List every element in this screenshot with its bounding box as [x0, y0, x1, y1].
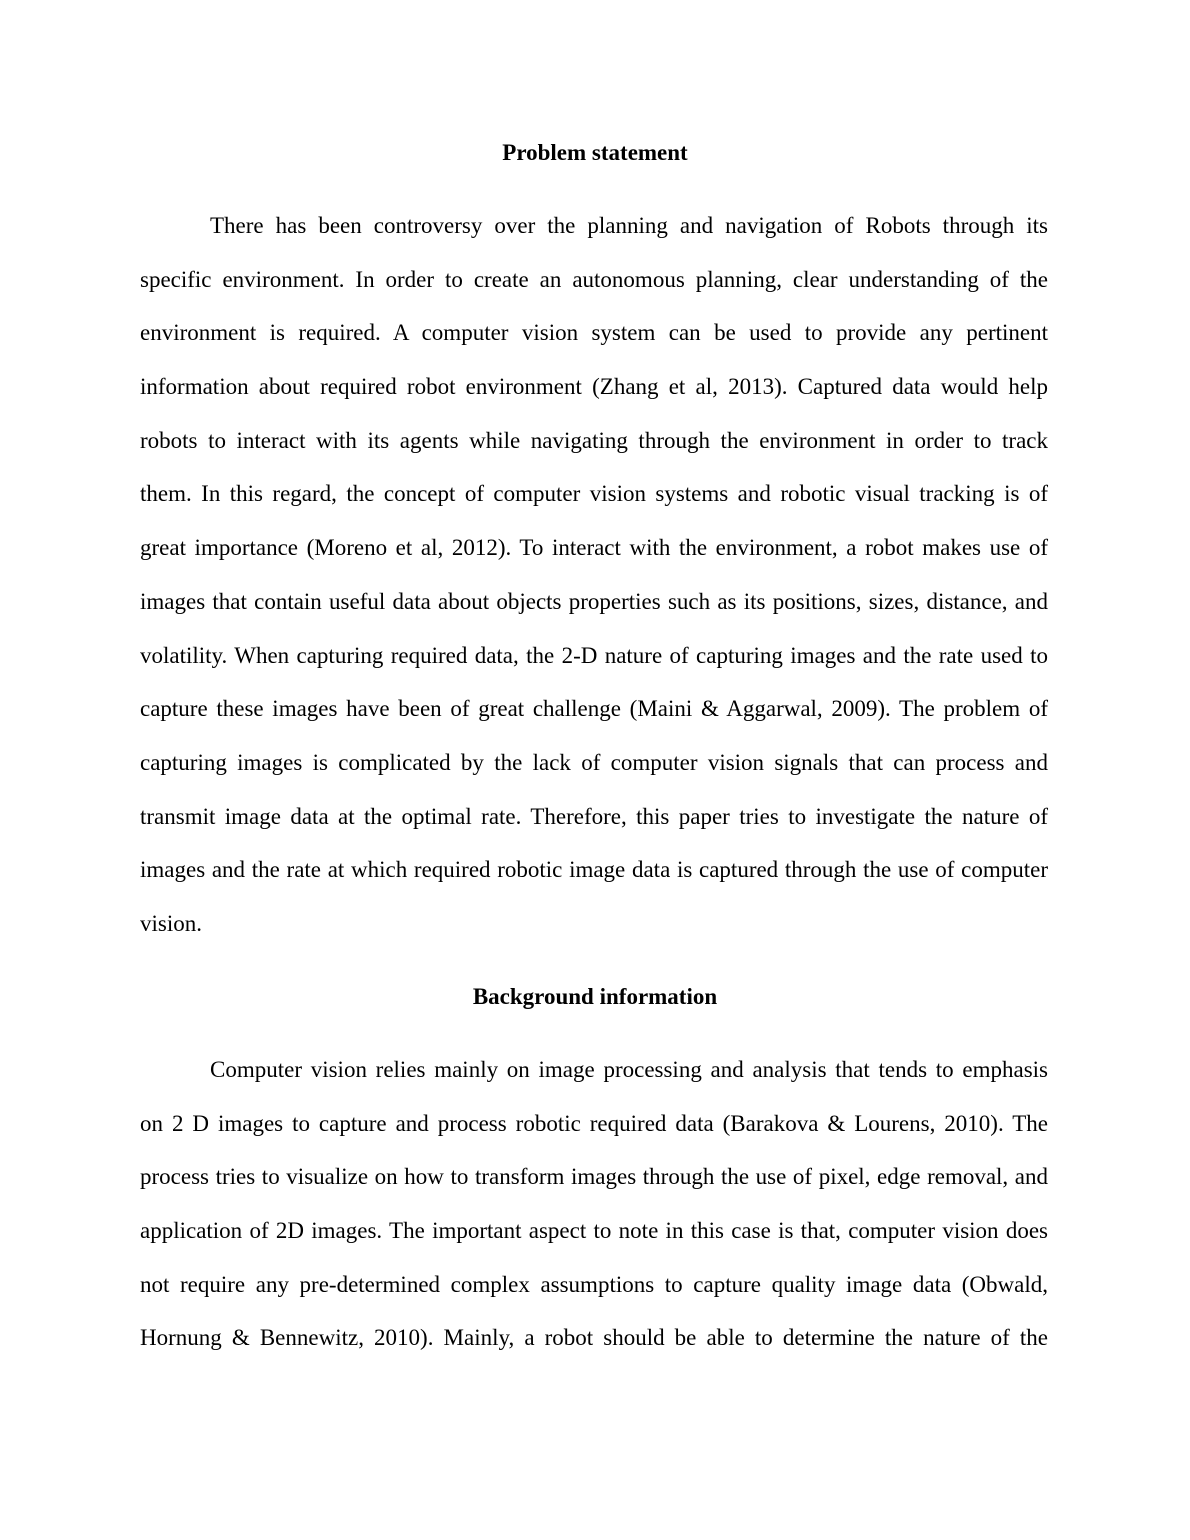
text-line: on 2 D images to capture and process robotic required data (Barakova & Lourens, 2010). The	[140, 1110, 1048, 1136]
section-heading-background-information: Background information	[472, 984, 718, 1009]
text-line: capturing images is complicated by the lack of computer vision signals that can process and	[140, 749, 1048, 775]
text-line: great importance (Moreno et al, 2012). To interact with the environment, a robot makes use of	[140, 535, 1048, 561]
text-line: not require any pre-determined complex assumptions to capture quality image data (Obwald,	[140, 1271, 1048, 1297]
text-line: environment is required. A computer vision system can be used to provide any pertinent	[140, 320, 1048, 346]
text-line: information about required robot environment (Zhang et al, 2013). Captured data would help	[140, 374, 1048, 400]
text-line: capture these images have been of great challenge (Maini & Aggarwal, 2009). The problem of	[140, 696, 1048, 722]
text-line: volatility. When capturing required data, the 2-D nature of capturing images and the rate used to	[140, 642, 1048, 668]
text-line: Hornung & Bennewitz, 2010). Mainly, a robot should be able to determine the nature of the	[140, 1325, 1048, 1351]
text-line: images and the rate at which required robotic image data is captured through the use of computer	[140, 857, 1048, 883]
section-heading-problem-statement: Problem statement	[502, 140, 688, 165]
text-line: application of 2D images. The important aspect to note in this case is that, computer vision does	[140, 1218, 1048, 1244]
paragraph-background-information	[140, 1043, 1048, 1365]
text-line: Computer vision relies mainly on image processing and analysis that tends to emphasis	[210, 1057, 1048, 1082]
text-line: There has been controversy over the planning and navigation of Robots through its	[210, 213, 1048, 238]
text-line: images that contain useful data about objects properties such as its positions, sizes, distance, and	[140, 588, 1048, 614]
paragraph-problem-statement	[140, 199, 1048, 951]
text-line: process tries to visualize on how to transform images through the use of pixel, edge removal, and	[140, 1164, 1048, 1190]
text-line: them. In this regard, the concept of computer vision systems and robotic visual tracking is of	[140, 481, 1048, 507]
text-line: vision.	[140, 910, 202, 936]
text-line: specific environment. In order to create an autonomous planning, clear understanding of the	[140, 266, 1048, 292]
text-line: transmit image data at the optimal rate. Therefore, this paper tries to investigate the nature of	[140, 803, 1048, 829]
text-line: robots to interact with its agents while navigating through the environment in order to track	[140, 427, 1048, 453]
